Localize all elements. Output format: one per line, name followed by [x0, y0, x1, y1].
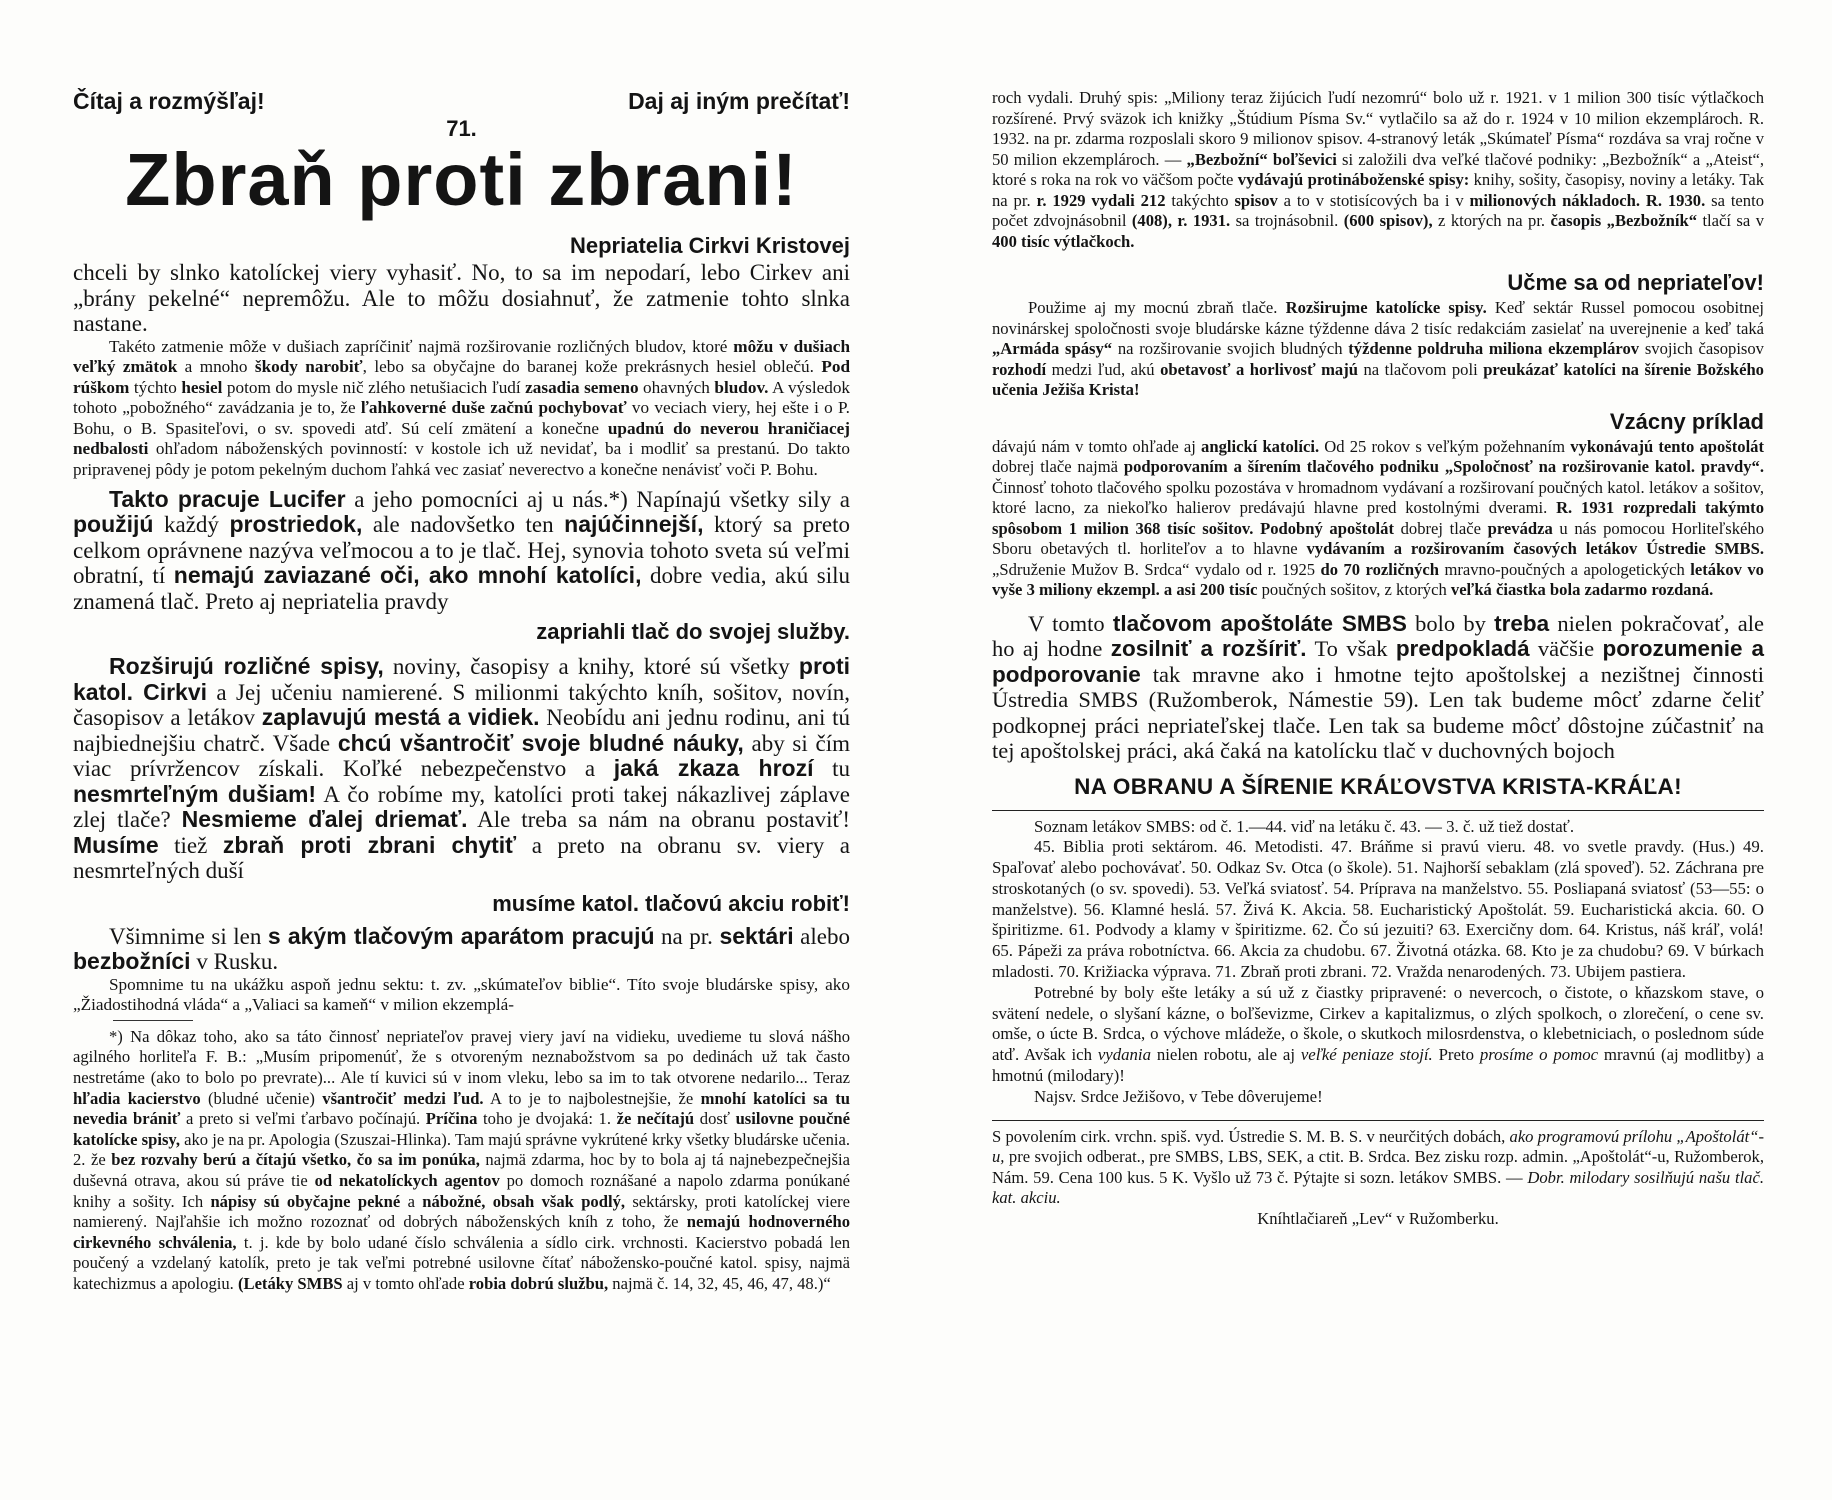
page-title: Zbraň proti zbrani!	[125, 138, 798, 221]
paragraph-english-catholics: dávajú nám v tomto ohľade aj anglickí katolíci. Od 25 rokov s veľkým požehnaním vykonávajú tento apoštolát dobrej tlače najmä podporovaním a šírením tlačového podniku „Spoločnosť na rozširovanie katol. pravdy“. Činnosť tohoto tlačového spolku pozostáva v hromadnom vydávaní a rozširovaní poučných katol. letákov a sošitov, ktoré lacno, za niekoľko halierov predávajú hlavne pred kostolnými dverami. R. 1931 rozpredali takýmto spôsobom 1 milion 368 tisíc sošitov. Podobný apoštolát dobrej tlače prevádza u nás pomocou Horliteľského Sboru obetavých tl. horliteľov a to hlavne vydávaním a rozširovaním časových letákov Ústredie SMBS. „Sdruženie Mužov B. Srdca“ vydalo od r. 1925 do 70 rozličných mravno-poučných a apologetických letákov vo vyše 3 miliony ekzempl. a asi 200 tisíc poučných sošitov, z ktorých veľká čiastka bola zadarmo rozdaná.	[992, 436, 1765, 599]
subheading-press-service: zapriahli tlač do svojej služby.	[536, 619, 850, 645]
planned-leaflets: Potrebné by boly ešte letáky a sú už z čiastky pripravené: o nevercoch, o čistote, o kňazskom stave, o svätení nedele, o slyšaní kázne, o boľševizme, Cirkev a kapitalizmus, o zlých spolkoch, o zlorečení, o cene sv. omše, o úcte B. Srdca, o výchove mládeže, o škole, o skutkoch milosrdenstva, o klebetniciach, o poslednom súde atď. Avšak ich vydania nielen robotu, ale aj veľké peniaze stojí. Preto prosíme o pomoc mravnú (aj modlitby) a hmotnú (milodary)!	[992, 982, 1764, 1086]
footnote-separator	[113, 1020, 193, 1021]
slogan-right: Daj aj iným prečítať!	[628, 88, 850, 114]
leaflet-number: 71.	[446, 116, 477, 141]
paragraph-lucifer: Takto pracuje Lucifer a jeho pomocníci aj u nás.*) Napínajú všetky sily a použijú každý prostriedok, ale nadovšetko ten najúčinnejší, ktorý sa preto celkom oprávnene nazýva veľmocou a to je tlač. Hej, synovia tohoto sveta sú veľmi obratní, tí nemajú zaviazané oči, ako mnohí katolíci, dobre vedia, akú silu znamená tlač. Preto aj nepriatelia pravdy	[73, 485, 851, 614]
leaflet-list-intro: Soznam letákov SMBS: od č. 1.—44. viď na letáku č. 43. — 3. č. už tiež dostať.	[1034, 816, 1575, 836]
imprint: S povolením cirk. vrchn. spiš. vyd. Ústredie S. M. B. S. v neurčitých dobách, ako programovú prílohu „Apoštolát“-u, pre svojich odberat., pre SMBS, LBS, SEK, a ctit. B. Srdca. Bez zisku rozp. admin. „Apoštolát“-u, Ružomberok, Nám. 59. Cena 100 kus. 5 K. Vyšlo už 73 č. Pýtajte si sozn. letákov SMBS. — Dobr. milodary sosilňujú našu tlač. kat. akciu.	[992, 1126, 1764, 1208]
paragraph-spreading: Rozširujú rozličné spisy, noviny, časopisy a knihy, ktoré sú všetky proti katol. Cirkvi a Jej učeniu namierené. S milionmi takýchto kníh, sošitov, novín, časopisov a letákov zaplavujú mestá a vidiek. Neobídu ani jednu rodinu, ani tú najbiednejšiu chatrč. Všade chcú všantročiť svoje bludné náuky, aby si čím viac prívržencov získali. Koľké nebezpečenstvo a jaká zkaza hrozí tu nesmrteľným dušiam! A čo robíme my, katolíci proti takej nákazlivej záplave zlej tlače? Nesmieme ďalej driemať. Ale treba sa nám na obranu postaviť! Musíme tiež zbraň proti zbrani chytiť a preto na obranu sv. viery a nesmrteľných duší	[73, 653, 851, 884]
rule-top	[992, 810, 1764, 811]
leaflet-list: 45. Biblia proti sektárom. 46. Metodisti. 47. Bráňme si pravú vieru. 48. vo svetle pravdy. (Hus.) 49. Spaľovať alebo pochovávať. 50. Odkaz Sv. Otca (o škole). 51. Najhorší sebaklam (zlá spoveď). 52. Záchrana pre stroskotaných (o sv. spovedi). 53. Veľká sviatosť. 54. Príprava na manželstvo. 55. Posliapaná sviatosť (53—55: o manželstve). 56. Klamné heslá. 57. Živá K. Akcia. 58. Eucharistický Apoštolát. 59. Eucharistická akcia. 60. O špiritizme. 61. Podvody a klamy v špiritizme. 62. Čo sú jezuiti? 63. Exercičny dom. 64. Kristus, náš kráľ, volá! 65. Pápeži za práva robotníctva. 66. Akcia za chudobu. 67. Životná otázka. 68. Kto je za chudobu? 69. V búrkach mladosti. 70. Križiacka výprava. 71. Zbraň proti zbrani. 72. Vražda nenarodených. 73. Ubijem pastiera.	[992, 837, 1764, 982]
rule-bottom	[992, 1120, 1764, 1121]
left-body	[73, 232, 850, 1295]
paragraph-notice: Všimnime si len s akým tlačovým aparátom pracujú na pr. sektári alebo bezbožníci v Rusku.	[73, 922, 850, 975]
footnote: *) Na dôkaz toho, ako sa táto činnosť nepriateľov pravej viery javí na vidieku, uvedieme tu slová nášho agilného horliteľa F. B.: „Musím pripomenúť, že s otvoreným neznabožstvom sa po dedinách už tak často nestretáme (ako to bolo po prevrate)... Ale tí kuvici sú v inom vleku, lebo sa im to tak otvorene nedarilo... Teraz hľadia kacierstvo (bludné učenie) všantročiť medzi ľud. A to je to najbolestnejšie, že mnohí katolíci sa tu nevedia brániť a preto si veľmi ťarbavo počínajú. Príčina toho je dvojaká: 1. že nečítajú dosť usilovne poučné katolícke spisy, ako je na pr. Apologia (Szuszai-Hlinka). Tam majú správne vykrútené krky všetky bludárske učenia. 2. že bez rozvahy berú a čítajú všetko, čo sa im ponúka, najmä zdarma, hoc by to bola aj tá najnebezpečnejšia duševná otrava, akou sú práve tie od nekatolíckych agentov po domoch roznášané a napolo zdarma ponúkané knihy a sošity. Ich nápisy sú obyčajne pekné a nábožné, obsah však podlý, sektársky, proti katolíckej viere namierený. Najľahšie ich možno rozoznať od dobrých náboženských kníh z toho, že nemajú hodnoverného cirkevného schválenia, t. j. kde by bolo udané číslo schválenia a sídlo cirk. vrchnosti. Kacierstvo pobadá len poučený a vzdelaný katolík, preto je tak veľmi potrebné usilovne čítať nábožensko-poučné katol. spisy, najmä katechizmus a apologiu. (Letáky SMBS aj v tomto ohľade robia dobrú službu, najmä č. 14, 32, 45, 46, 47, 48.)“	[73, 1026, 851, 1293]
banner-kingdom: NA OBRANU A ŠÍRENIE KRÁĽOVSTVA KRISTA-KRÁĽA!	[1074, 773, 1682, 799]
prayer-line: Najsv. Srdce Ježišovo, v Tebe dôverujeme!	[1034, 1086, 1323, 1106]
slogan-left: Čítaj a rozmýšľaj!	[73, 88, 265, 114]
subheading-enemies: Nepriatelia Cirkvi Kristovej	[569, 233, 850, 258]
paragraph-sect: Spomnime tu na ukážku aspoň jednu sektu: t. zv. „skúmateľov biblie“. Títo svoje bludárske spisy, ako „Žiadostihodná vláda“ a „Valiaci sa kameň“ v milion ekzemplá-	[73, 974, 850, 1015]
subheading-learn: Učme sa od nepriateľov!	[1507, 270, 1764, 295]
paragraph-statistics: roch vydali. Druhý spis: „Miliony teraz žijúcich ľudí nezomrú“ bolo už r. 1921. v 1 milion 300 tisíc výtlačkoch rozšírené. Prvý sväzok ich knižky „Štúdium Písma Sv.“ vytlačilo sa až do r. 1924 v 10 milion ekzemplároch. R. 1932. na pr. zdarma rozposlali skoro 9 milionov spisov. 4-stranový leták „Skúmateľ Písma“ rozdáva sa vraj ročne v 50 milion ekzemplároch. — „Bezbožní“ boľševici si založili dva veľké tlačové podniky: „Bezbožník“ a „Ateist“, ktoré s roka na rok vo väčšom počte vydávajú protináboženské spisy: knihy, sošity, časopisy, noviny a letáky. Tak na pr. r. 1929 vydali 212 takýchto spisov a to v stotisícových ba i v milionových nákladoch. R. 1930. sa tento počet zdvojnásobnil (408), r. 1931. sa trojnásobnil. (600 spisov), z ktorých na pr. časopis „Bezbožník“ tlačí sa v 400 tisíc výtlačkoch.	[992, 88, 1765, 251]
paragraph-intro: chceli by slnko katolíckej viery vyhasiť. No, to sa im nepodarí, lebo Cirkev ani „brány pekelné“ nepremôžu. Ale to môžu dosiahnuť, že zatmenie tohto slnka nastane.	[73, 260, 850, 336]
paragraph-use-press: Použime aj my mocnú zbraň tlače. Rozširujme katolícke spisy. Keď sektár Russel pomocou osobitnej novinárskej spoločnosti svoje bludárske kázne týždenne dáva 2 tisíc redakciám zasielať na uverejnenie a keď taká „Armáda spásy“ na rozširovanie svojich bludných týždenne poldruha miliona ekzemplárov svojich časopisov rozhodí medzi ľud, akú obetavosť a horlivosť majú na tlačovom poli preukázať katolíci na šírenie Božského učenia Ježiša Krista!	[992, 298, 1764, 399]
subheading-press-action: musíme katol. tlačovú akciu robiť!	[492, 890, 850, 916]
paragraph-apostolate: V tomto tlačovom apoštoláte SMBS bolo by treba nielen pokračovať, ale ho aj hodne zosilniť a rozšíriť. To však predpokladá väčšie porozumenie a podporovanie tak mravne ako i hmotne tejto apoštolskej a nezištnej činnosti Ústredia SMBS (Ružomberok, Námestie 59). Len tak budeme môcť zdarne čeliť podkopnej práci nepriateľskej tlače. Len tak sa budeme môcť dôstojne zúčastniť na tej apoštolskej práci, aká čaká na katolícku tlač v duchovných bojoch	[992, 610, 1764, 763]
subheading-example: Vzácny príklad	[1609, 408, 1764, 434]
printer-line: Kníhtlačiareň „Lev“ v Ružomberku.	[1257, 1208, 1499, 1228]
right-body	[992, 88, 1764, 1229]
paragraph-eclipse: Takéto zatmenie môže v dušiach zapríčiniť najmä rozširovanie rozličných bludov, ktoré môžu v dušiach veľký zmätok a mnoho škody narobiť, lebo sa obyčajne do baranej kože prekrásnych hesiel oblečú. Pod rúškom týchto hesiel potom do mysle nič zlého netušiacich ľudí zasadia semeno ohavných bludov. A výsledok tohoto „pobožného“ zavádzania je to, že ľahkoverné duše začnú pochybovať vo veciach viery, hej ešte i o P. Bohu, o B. Spasiteľovi, o sv. spovedi atď. Sú celí zmätení a konečne upadnú do neverou hraničiacej nedbalosti ohľadom náboženských povinností: v kostole ich už nevidať, ba i modliť sa prestanú. Do takto pripravenej pôdy je potom pekelným duchom ľahká vec zasiať neverectvo a konečne nenávisť voči P. Bohu.	[73, 336, 851, 480]
